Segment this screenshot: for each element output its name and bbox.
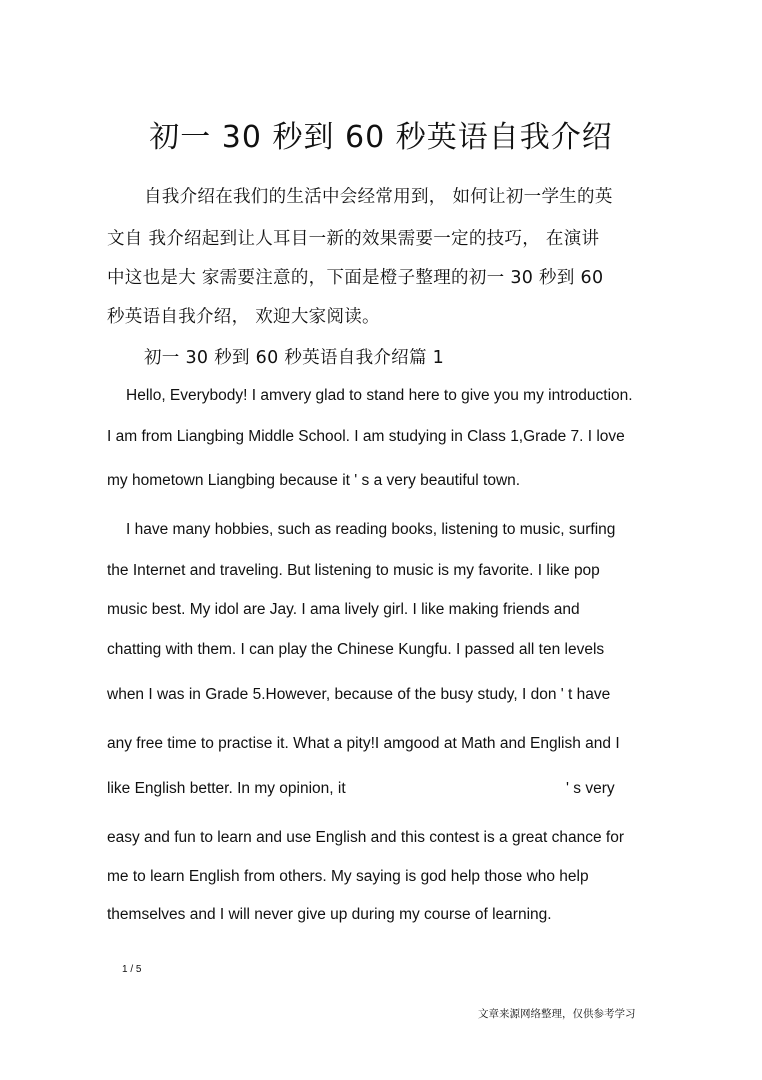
body-line-10-tail: ' s very — [566, 780, 615, 797]
body-line-12: me to learn English from others. My saying is god help those who help — [107, 868, 589, 885]
body-line-5: the Internet and traveling. But listening to music is my favorite. I like pop — [107, 562, 600, 579]
body-line-10: like English better. In my opinion, it — [107, 780, 346, 797]
body-line-6: music best. My idol are Jay. I ama lively girl. I like making friends and — [107, 601, 580, 618]
body-line-8: when I was in Grade 5.However, because of the busy study, I don ' t have — [107, 686, 611, 703]
footer-note: 文章来源网络整理，仅供参考学习 — [478, 1008, 636, 1020]
body-line-4: I have many hobbies, such as reading books, listening to music, surfing — [126, 521, 616, 538]
intro-line-2: 文自 我介绍起到让人耳目一新的效果需要一定的技巧， 在演讲 — [107, 229, 600, 249]
body-line-11: easy and fun to learn and use English and this contest is a great chance for — [107, 829, 624, 846]
intro-line-4: 秒英语自我介绍， 欢迎大家阅读。 — [107, 307, 380, 327]
intro-line-1: 自我介绍在我们的生活中会经常用到， 如何让初一学生的英 — [144, 187, 613, 207]
body-line-13: themselves and I will never give up during my course of learning. — [107, 906, 552, 923]
body-line-2: I am from Liangbing Middle School. I am studying in Class 1,Grade 7. I love — [107, 428, 625, 445]
body-line-9: any free time to practise it. What a pity!I amgood at Math and English and I — [107, 735, 620, 752]
page-number: 1 / 5 — [122, 964, 142, 975]
body-line-7: chatting with them. I can play the Chinese Kungfu. I passed all ten levels — [107, 641, 605, 658]
section-heading: 初一 30 秒到 60 秒英语自我介绍篇 1 — [144, 348, 445, 368]
body-line-3: my hometown Liangbing because it ' s a very beautiful town. — [107, 472, 521, 489]
body-line-1: Hello, Everybody! I amvery glad to stand here to give you my introduction. — [126, 387, 633, 404]
document-title: 初一 30 秒到 60 秒英语自我介绍 — [149, 120, 613, 155]
intro-line-3: 中这也是大 家需要注意的，下面是橙子整理的初一 30 秒到 60 — [107, 268, 604, 288]
